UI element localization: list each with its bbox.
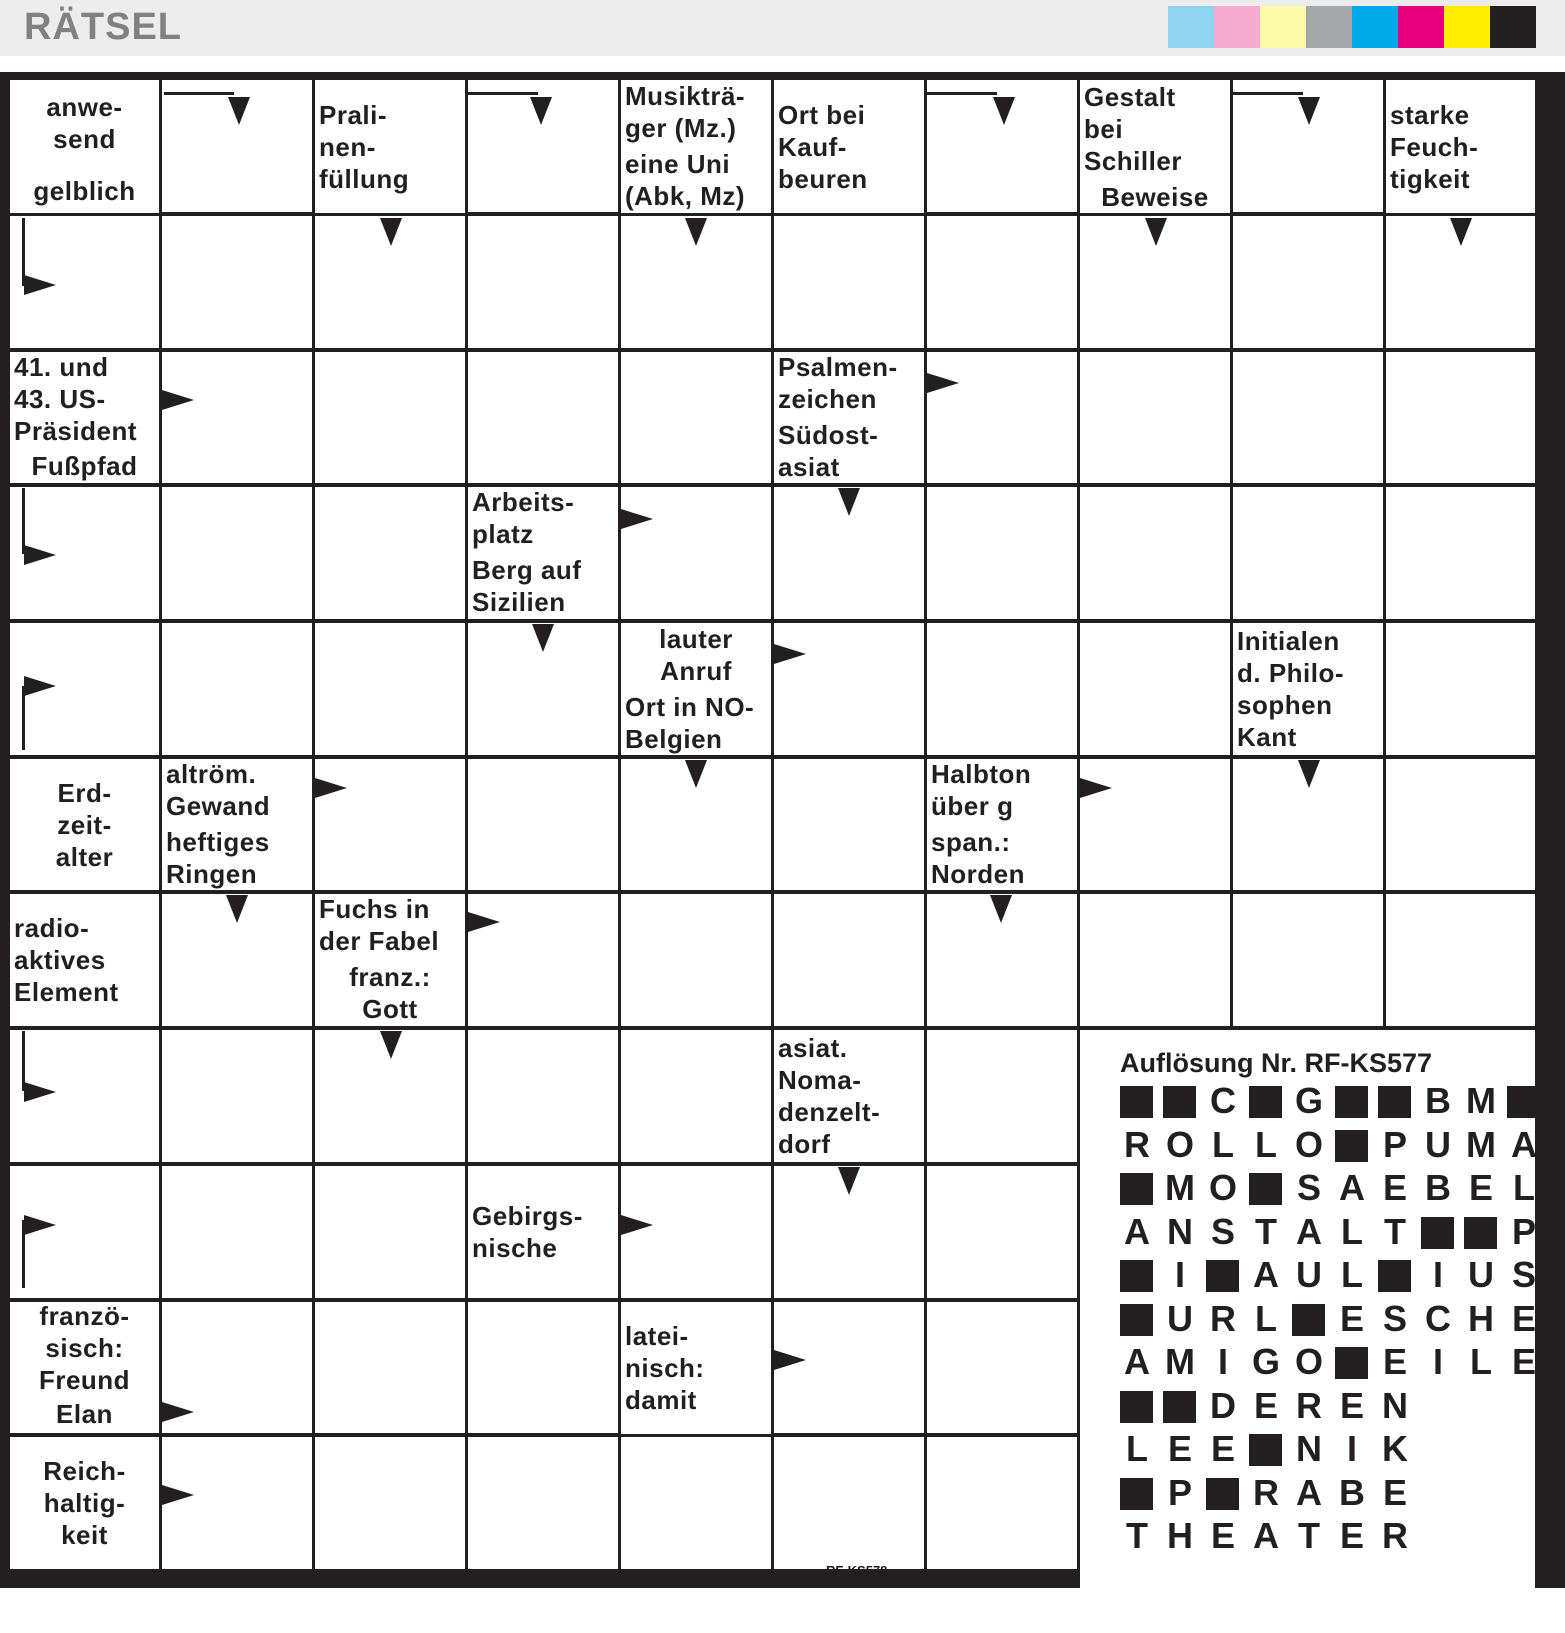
solution-letter: U (1296, 1254, 1322, 1295)
grid-cell[interactable] (315, 1302, 465, 1433)
grid-cell[interactable] (468, 1302, 618, 1433)
solution-block (1118, 1167, 1156, 1209)
grid-cell[interactable] (1080, 894, 1230, 1026)
clue-elan: Elan (10, 1398, 159, 1430)
grid-cell[interactable] (927, 352, 1077, 483)
grid-cell[interactable] (162, 216, 312, 348)
solution-letter: N (1167, 1210, 1193, 1252)
grid-cell[interactable] (1080, 623, 1230, 755)
solution-letter: E (1210, 1428, 1235, 1469)
header-bar (0, 0, 1565, 56)
arrow-down-icon (1145, 218, 1167, 246)
arrow-down-icon (228, 97, 250, 125)
arrow-right-icon (162, 1485, 194, 1505)
solution-letter: S (1296, 1167, 1321, 1208)
arrow-stem (22, 1031, 25, 1091)
arrow-right-icon (24, 545, 56, 565)
solution-block (1376, 1080, 1414, 1122)
solution-letter: G (1294, 1080, 1323, 1121)
grid-cell[interactable] (1080, 487, 1230, 619)
grid-cell[interactable] (1233, 216, 1383, 348)
arrow-down-icon (1298, 97, 1320, 125)
solution-letter: I (1432, 1341, 1443, 1382)
solution-letter: U (1167, 1297, 1193, 1339)
clue-altroem-gewand: altröm. Gewand (162, 759, 312, 821)
solution-letter: E (1167, 1428, 1192, 1469)
arrow-stem (1233, 92, 1303, 95)
solution-letter: A (1253, 1515, 1279, 1556)
solution-letter: A (1253, 1254, 1279, 1295)
solution-block (1462, 1211, 1500, 1253)
solution-letter: R (1253, 1471, 1279, 1513)
arrow-stem (22, 1220, 25, 1288)
grid-cell[interactable] (927, 1030, 1077, 1162)
clue-ort-kaufbeuren: Ort bei Kauf- beuren (774, 80, 924, 213)
solution-letter: L (1255, 1123, 1277, 1165)
clue-eine-uni: eine Uni (Abk, Mz) (621, 147, 771, 213)
color-swatch (1260, 6, 1306, 48)
solution-letter: A (1124, 1341, 1150, 1382)
arrow-stem (22, 218, 25, 286)
grid-cell[interactable] (162, 1166, 312, 1298)
solution-letter: K (1382, 1428, 1408, 1469)
grid-cell[interactable] (315, 1166, 465, 1298)
clue-us-praesident: 41. und 43. US- Präsident (10, 352, 159, 445)
arrow-down-icon (1298, 760, 1320, 788)
grid-cell[interactable] (468, 759, 618, 890)
grid-cell[interactable] (774, 623, 924, 755)
arrow-right-icon (774, 1350, 806, 1370)
grid-cell[interactable] (927, 487, 1077, 619)
solution-letter: H (1167, 1515, 1193, 1556)
page-title: RÄTSEL (24, 6, 182, 48)
clue-suedostasiat: Südost- asiat (774, 418, 924, 483)
grid-cell[interactable] (468, 1437, 618, 1569)
solution-letter: E (1382, 1471, 1407, 1513)
arrow-stem (22, 488, 25, 554)
solution-letter: T (1255, 1210, 1277, 1252)
solution-letter: P (1382, 1123, 1407, 1165)
solution-letter: T (1298, 1515, 1320, 1556)
arrow-stem (468, 92, 538, 95)
solution-block (1419, 1211, 1457, 1253)
clue-franz-freund: franzö- sisch: Freund (10, 1302, 159, 1394)
arrow-down-icon (530, 97, 552, 125)
grid-cell[interactable] (162, 487, 312, 619)
solution-letter: P (1167, 1471, 1192, 1513)
arrow-right-icon (621, 509, 653, 529)
grid-cell[interactable] (468, 1030, 618, 1162)
grid-cell[interactable] (621, 1437, 771, 1569)
solution-letter: D (1210, 1384, 1236, 1426)
grid-cell[interactable] (315, 623, 465, 755)
clue-span-norden: span.: Norden (927, 825, 1077, 890)
solution-letter: E (1253, 1384, 1278, 1426)
solution-letter: G (1251, 1341, 1280, 1382)
solution-letter: N (1296, 1428, 1322, 1469)
arrow-right-icon (1080, 778, 1112, 798)
solution-letter: M (1165, 1341, 1195, 1382)
clue-fuchs-fabel: Fuchs in der Fabel (315, 894, 465, 956)
clue-gebirgsnische: Gebirgs- nische (468, 1166, 618, 1298)
arrow-right-icon (468, 912, 500, 932)
solution-letter: L (1470, 1341, 1492, 1382)
grid-cell[interactable] (1386, 487, 1535, 619)
solution-letter: E (1382, 1341, 1407, 1382)
solution-letter: M (1466, 1080, 1496, 1121)
solution-letter: I (1346, 1428, 1357, 1469)
clue-arbeitsplatz: Arbeits- platz (468, 487, 618, 549)
solution-block (1118, 1080, 1156, 1122)
grid-cell[interactable] (162, 623, 312, 755)
clue-gelblich: gelblich (10, 169, 159, 213)
grid-cell[interactable] (927, 1166, 1077, 1298)
solution-letter: M (1466, 1123, 1496, 1165)
color-swatch (1306, 6, 1352, 48)
grid-cell[interactable] (1386, 623, 1535, 755)
arrow-stem (164, 92, 234, 95)
solution-letter: A (1296, 1210, 1322, 1252)
solution-block (1204, 1254, 1242, 1296)
clue-nomadenzeltdorf: asiat. Noma- denzelt- dorf (774, 1030, 924, 1162)
solution-letter: M (1165, 1167, 1195, 1208)
solution-letter: P (1511, 1210, 1536, 1252)
arrow-right-icon (162, 390, 194, 410)
clue-ort-no-belgien: Ort in NO- Belgien (621, 690, 771, 755)
grid-cell[interactable] (468, 216, 618, 348)
clue-erdzeitalter: Erd- zeit- alter (10, 759, 159, 890)
solution-block (1247, 1428, 1285, 1470)
solution-block (1505, 1080, 1543, 1122)
solution-letter: C (1425, 1297, 1451, 1339)
arrow-right-icon (24, 275, 56, 295)
solution-letter: O (1294, 1341, 1323, 1382)
grid-cell[interactable] (927, 623, 1077, 755)
clue-heftiges-ringen: heftiges Ringen (162, 825, 312, 890)
arrow-right-icon (927, 373, 959, 393)
arrow-down-icon (1450, 218, 1472, 246)
grid-cell[interactable] (927, 1437, 1077, 1569)
puzzle-code: RF-KS578 (826, 1563, 888, 1578)
grid-cell[interactable] (1386, 352, 1535, 483)
solution-letter: O (1208, 1167, 1237, 1208)
arrow-right-icon (24, 676, 56, 696)
color-swatch (1214, 6, 1260, 48)
clue-latein-damit: latei- nisch: damit (621, 1302, 771, 1434)
grid-cell[interactable] (1233, 894, 1383, 1026)
clue-fusspfad: Fußpfad (10, 449, 159, 483)
solution-letter: C (1210, 1080, 1236, 1121)
arrow-down-icon (226, 895, 248, 923)
solution-letter: L (1126, 1428, 1148, 1469)
solution-letter: R (1210, 1297, 1236, 1339)
clue-initialen-kant: Initialen d. Philo- sophen Kant (1233, 623, 1383, 755)
solution-letter: E (1339, 1297, 1364, 1339)
solution-letter: U (1468, 1254, 1494, 1295)
solution-letter: B (1339, 1471, 1365, 1513)
grid-cell[interactable] (621, 894, 771, 1026)
solution-letter: S (1511, 1254, 1536, 1295)
arrow-stem (22, 686, 25, 750)
color-swatch (1352, 6, 1398, 48)
grid-cell[interactable] (621, 1030, 771, 1162)
solution-letter: E (1468, 1167, 1493, 1208)
arrow-down-icon (532, 624, 554, 652)
clue-beweise: Beweise (1080, 181, 1230, 213)
grid-cell[interactable] (315, 487, 465, 619)
arrow-down-icon (838, 1167, 860, 1195)
crossword-grid (0, 72, 1565, 1588)
solution-title: Auflösung Nr. RF-KS577 (1120, 1048, 1433, 1078)
grid-cell[interactable] (927, 216, 1077, 348)
color-swatch (1398, 6, 1444, 48)
grid-cell[interactable] (1386, 759, 1535, 890)
solution-letter: E (1382, 1167, 1407, 1208)
solution-block (1376, 1254, 1414, 1296)
solution-letter: E (1339, 1384, 1364, 1426)
grid-cell[interactable] (1080, 352, 1230, 483)
arrow-right-icon (162, 1402, 194, 1422)
solution-letter: I (1217, 1341, 1228, 1382)
arrow-right-icon (621, 1215, 653, 1235)
solution-block (1118, 1254, 1156, 1296)
grid-cell[interactable] (315, 1437, 465, 1569)
solution-block (1247, 1167, 1285, 1209)
clue-pralinenfuellung: Prali- nen- füllung (315, 80, 465, 213)
solution-letter: R (1124, 1123, 1150, 1165)
solution-block (1118, 1385, 1156, 1427)
grid-cell[interactable] (468, 352, 618, 483)
solution-letter: S (1210, 1210, 1235, 1252)
solution-letter: L (1341, 1210, 1363, 1252)
solution-letter: S (1382, 1297, 1407, 1339)
solution-letter: L (1255, 1297, 1277, 1339)
grid-cell[interactable] (162, 1030, 312, 1162)
arrow-right-icon (315, 778, 347, 798)
grid-cell[interactable] (774, 759, 924, 890)
solution-letter: L (1513, 1167, 1535, 1208)
clue-radioaktiv: radio- aktives Element (10, 894, 159, 1026)
solution-block (1333, 1341, 1371, 1383)
arrow-right-icon (24, 1215, 56, 1235)
solution-letter: R (1382, 1515, 1408, 1556)
solution-letter: B (1425, 1167, 1451, 1208)
solution-letter: L (1212, 1123, 1234, 1165)
grid-cell[interactable] (621, 352, 771, 483)
solution-letter: O (1165, 1123, 1194, 1165)
grid-cell[interactable] (774, 894, 924, 1026)
arrow-down-icon (685, 760, 707, 788)
solution-block (1118, 1298, 1156, 1340)
solution-letter: R (1296, 1384, 1322, 1426)
solution-letter: A (1296, 1471, 1322, 1513)
solution-letter: L (1341, 1254, 1363, 1295)
solution-letter: E (1511, 1341, 1536, 1382)
solution-letter: A (1124, 1210, 1150, 1252)
clue-franz-gott: franz.: Gott (315, 960, 465, 1026)
clue-feuchtigkeit: starke Feuch- tigkeit (1386, 80, 1535, 213)
solution-letter: T (1126, 1515, 1148, 1556)
solution-block (1161, 1385, 1199, 1427)
solution-letter: I (1174, 1254, 1185, 1295)
solution-block (1247, 1080, 1285, 1122)
solution-letter: B (1425, 1080, 1451, 1121)
clue-anwesend: anwe- send (10, 80, 159, 166)
arrow-down-icon (380, 218, 402, 246)
grid-cell[interactable] (315, 352, 465, 483)
arrow-down-icon (685, 218, 707, 246)
solution-letter: A (1339, 1167, 1365, 1208)
clue-musiktraeger: Musikträ- ger (Mz.) (621, 80, 771, 143)
grid-cell[interactable] (1233, 487, 1383, 619)
solution-block (1118, 1472, 1156, 1514)
grid-cell[interactable] (774, 1437, 924, 1569)
color-swatch (1444, 6, 1490, 48)
solution-block (1290, 1298, 1328, 1340)
grid-cell[interactable] (621, 487, 771, 619)
color-swatch (1168, 6, 1214, 48)
clue-halbton: Halbton über g (927, 759, 1077, 821)
solution-letter: H (1468, 1297, 1494, 1339)
grid-cell[interactable] (927, 1302, 1077, 1433)
arrow-down-icon (838, 488, 860, 516)
grid-cell[interactable] (1233, 352, 1383, 483)
solution-letter: E (1511, 1297, 1536, 1339)
solution-letter: U (1425, 1123, 1451, 1165)
arrow-down-icon (993, 97, 1015, 125)
solution-letter: T (1384, 1210, 1406, 1252)
clue-psalmenzeichen: Psalmen- zeichen (774, 352, 924, 414)
grid-cell[interactable] (162, 352, 312, 483)
solution-block (1333, 1080, 1371, 1122)
clue-gestalt-schiller: Gestalt bei Schiller (1080, 80, 1230, 177)
solution-block (1204, 1472, 1242, 1514)
solution-letter: E (1339, 1515, 1364, 1556)
clue-berg-sizilien: Berg auf Sizilien (468, 553, 618, 619)
grid-cell[interactable] (774, 216, 924, 348)
grid-cell[interactable] (1386, 894, 1535, 1026)
arrow-down-icon (990, 895, 1012, 923)
color-swatch (1490, 6, 1536, 48)
solution-block (1161, 1080, 1199, 1122)
arrow-right-icon (774, 644, 806, 664)
solution-letter: O (1294, 1123, 1323, 1165)
solution-block (1333, 1124, 1371, 1166)
solution-letter: I (1432, 1254, 1443, 1295)
solution-letter: N (1382, 1384, 1408, 1426)
clue-reichhaltigkeit: Reich- haltig- keit (10, 1437, 159, 1568)
solution-letter: A (1511, 1123, 1537, 1165)
arrow-right-icon (24, 1082, 56, 1102)
arrow-down-icon (380, 1031, 402, 1059)
clue-lauter-anruf: lauter Anruf (621, 623, 771, 686)
arrow-stem (927, 92, 997, 95)
solution-letter: E (1210, 1515, 1235, 1556)
